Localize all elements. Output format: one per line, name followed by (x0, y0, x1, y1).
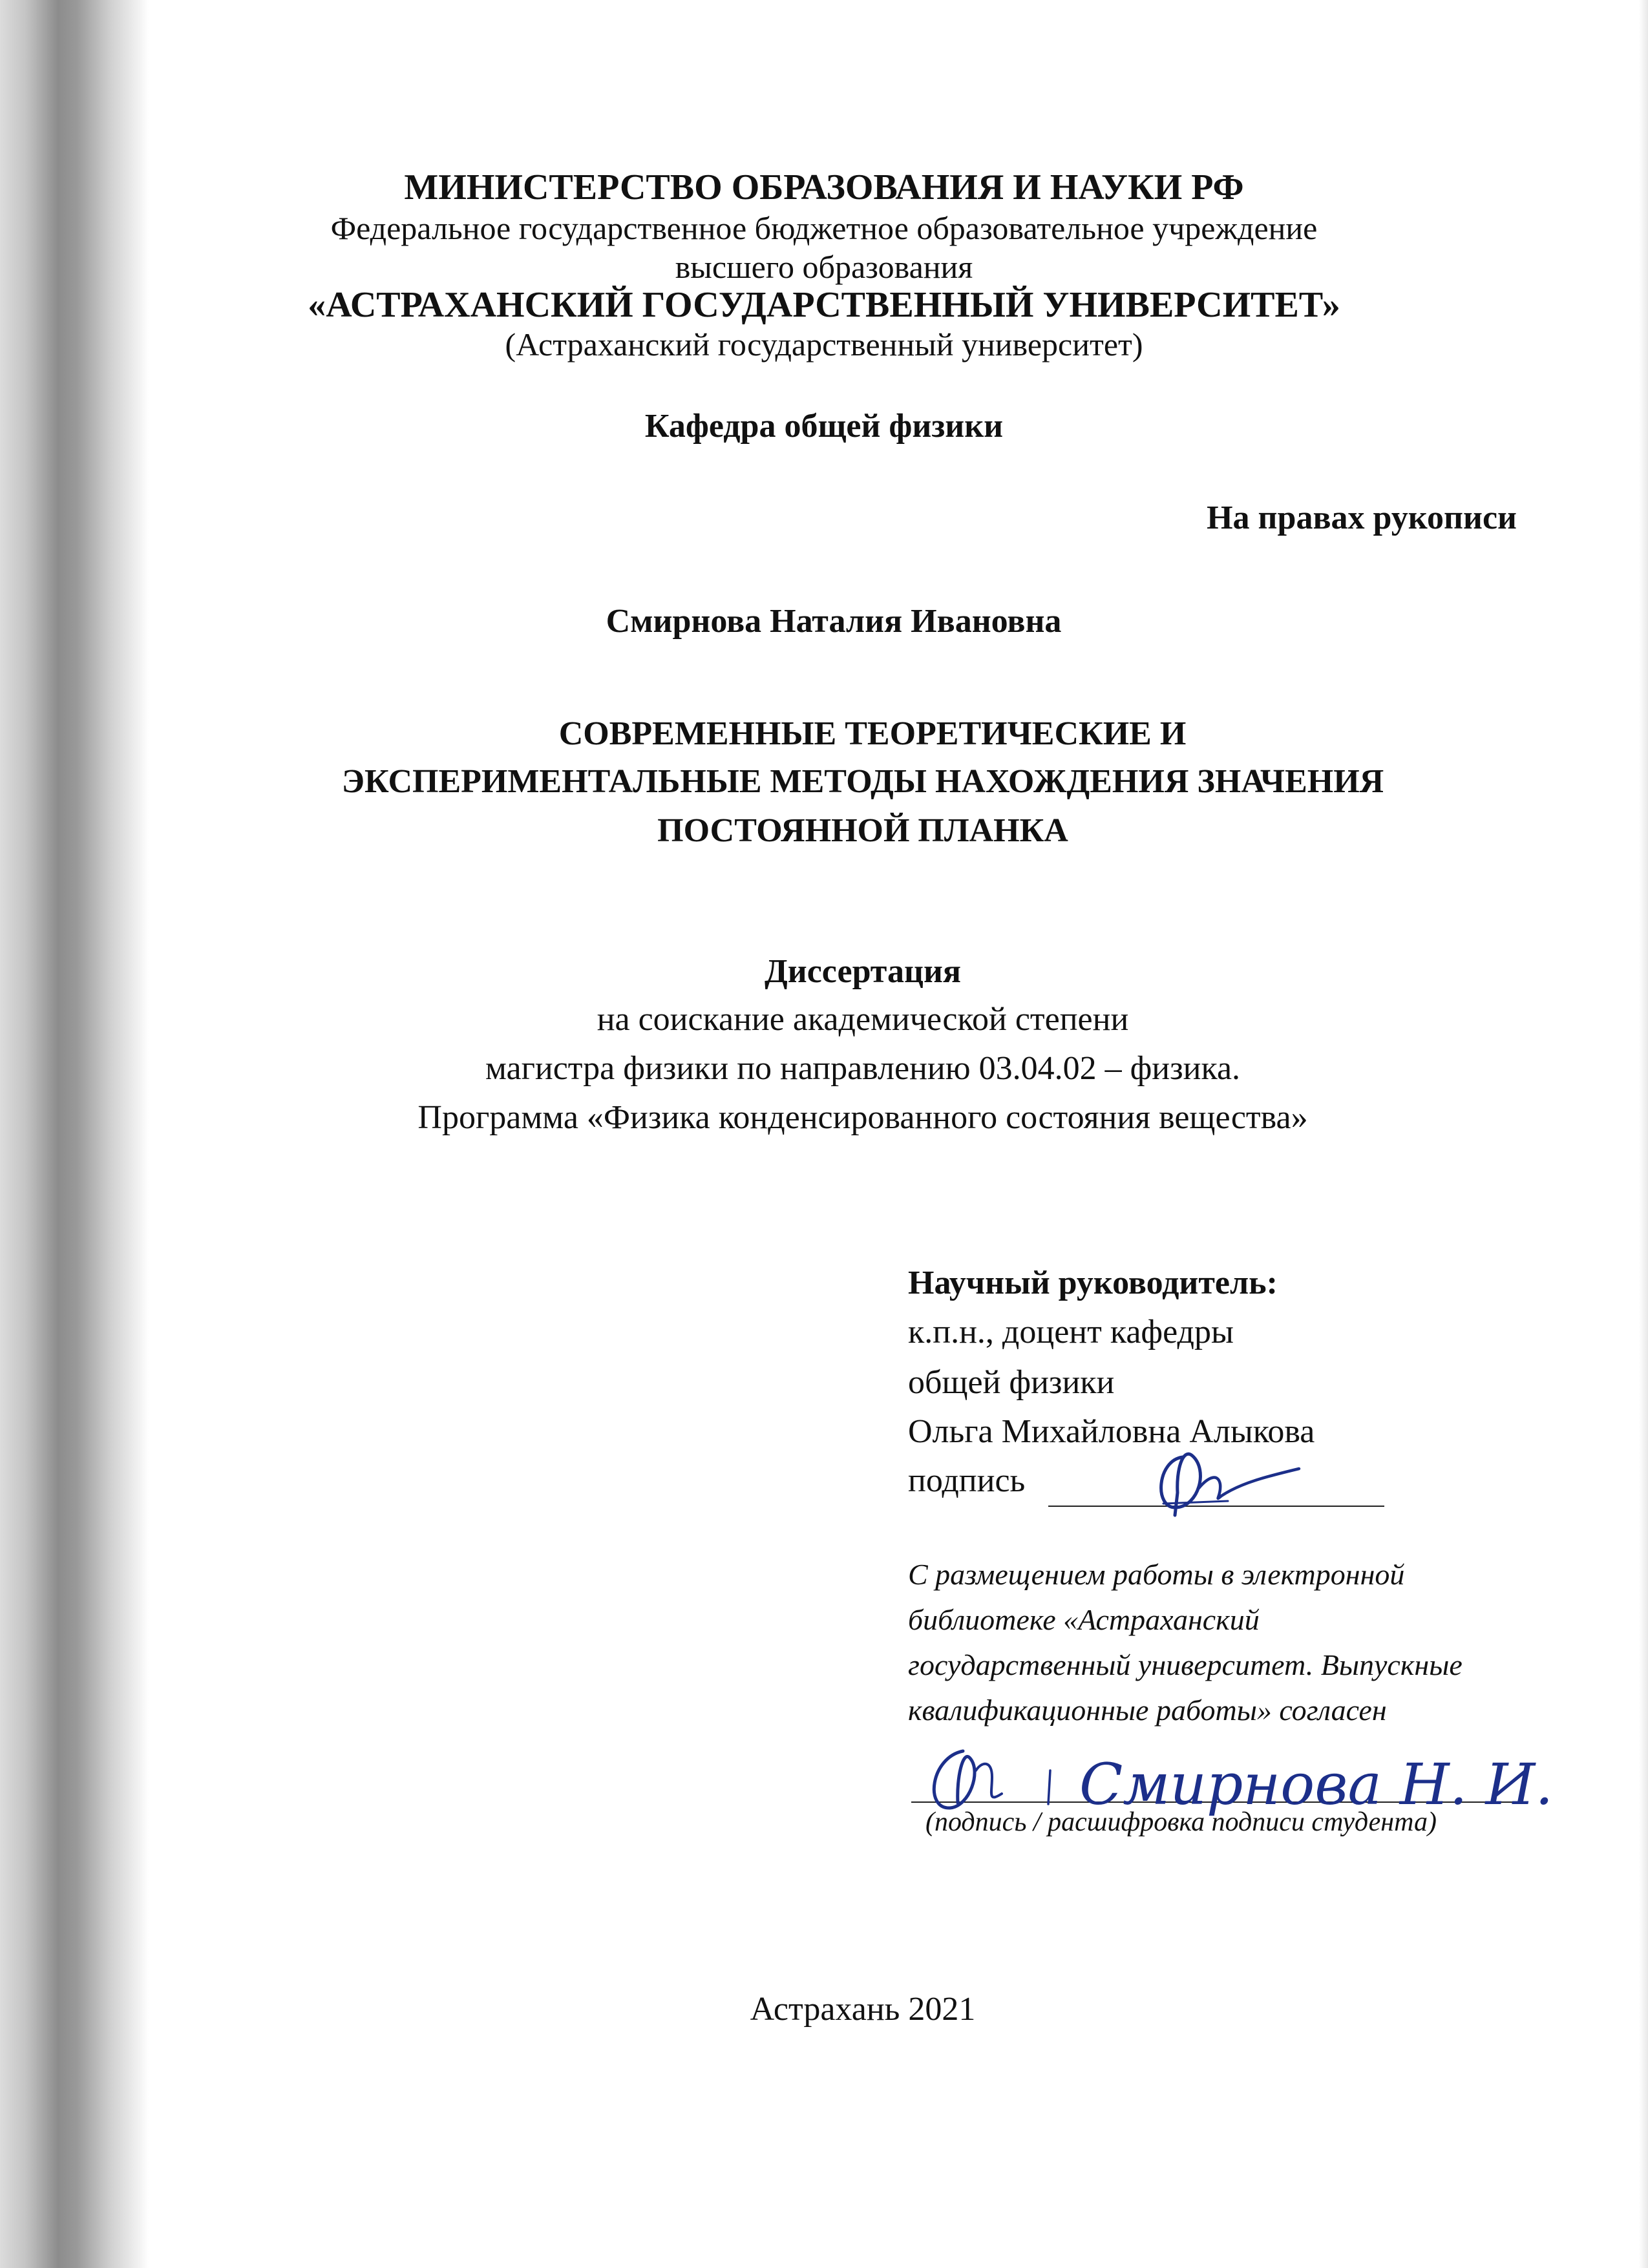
supervisor-department: общей физики (908, 1364, 1115, 1401)
consent-line-4: квалификационные работы» согласен (908, 1694, 1387, 1727)
ministry-heading: МИНИСТЕРСТВО ОБРАЗОВАНИЯ И НАУКИ РФ (404, 167, 1244, 207)
city-year: Астрахань 2021 (750, 1991, 976, 2028)
manuscript-note: На правах рукописи (1207, 499, 1517, 536)
supervisor-heading: Научный руководитель: (908, 1265, 1278, 1301)
department-name: Кафедра общей физики (644, 408, 1004, 445)
student-handwritten-name: Смирнова Н. И. (1079, 1751, 1554, 1818)
institution-line-1: Федеральное государственное бюджетное образовательное учреждение (330, 210, 1318, 246)
title-line-2: ЭКСПЕРИМЕНТАЛЬНЫЕ МЕТОДЫ НАХОЖДЕНИЯ ЗНАЧЕНИЯ (341, 763, 1384, 800)
supervisor-position: к.п.н., доцент кафедры (908, 1314, 1234, 1350)
author-name: Смирнова Наталия Ивановна (606, 603, 1062, 640)
work-type: Диссертация (764, 953, 962, 990)
supervisor-name: Ольга Михайловна Алыкова (908, 1413, 1315, 1450)
institution-line-2: высшего образования (675, 249, 973, 285)
supervisor-signature (1137, 1431, 1318, 1522)
student-signature-caption: (подпись / расшифровка подписи студента) (925, 1807, 1437, 1837)
supervisor-signature-label: подпись (908, 1462, 1026, 1499)
degree-line-2: магистра физики по направлению 03.04.02 – физика. (485, 1050, 1241, 1087)
consent-line-3: государственный университет. Выпускные (908, 1648, 1463, 1681)
university-name: «АСТРАХАНСКИЙ ГОСУДАРСТВЕННЫЙ УНИВЕРСИТЕТ» (308, 285, 1340, 325)
consent-line-2: библиотеке «Астраханский (908, 1603, 1260, 1636)
university-short-name: (Астраханский государственный университет) (505, 326, 1143, 362)
degree-line-3: Программа «Физика конденсированного состояния вещества» (417, 1099, 1308, 1136)
title-line-1: СОВРЕМЕННЫЕ ТЕОРЕТИЧЕСКИЕ И (558, 715, 1187, 752)
degree-line-1: на соискание академической степени (597, 1001, 1129, 1038)
consent-line-1: С размещением работы в электронной (908, 1558, 1405, 1591)
title-line-3: ПОСТОЯННОЙ ПЛАНКА (657, 812, 1068, 849)
